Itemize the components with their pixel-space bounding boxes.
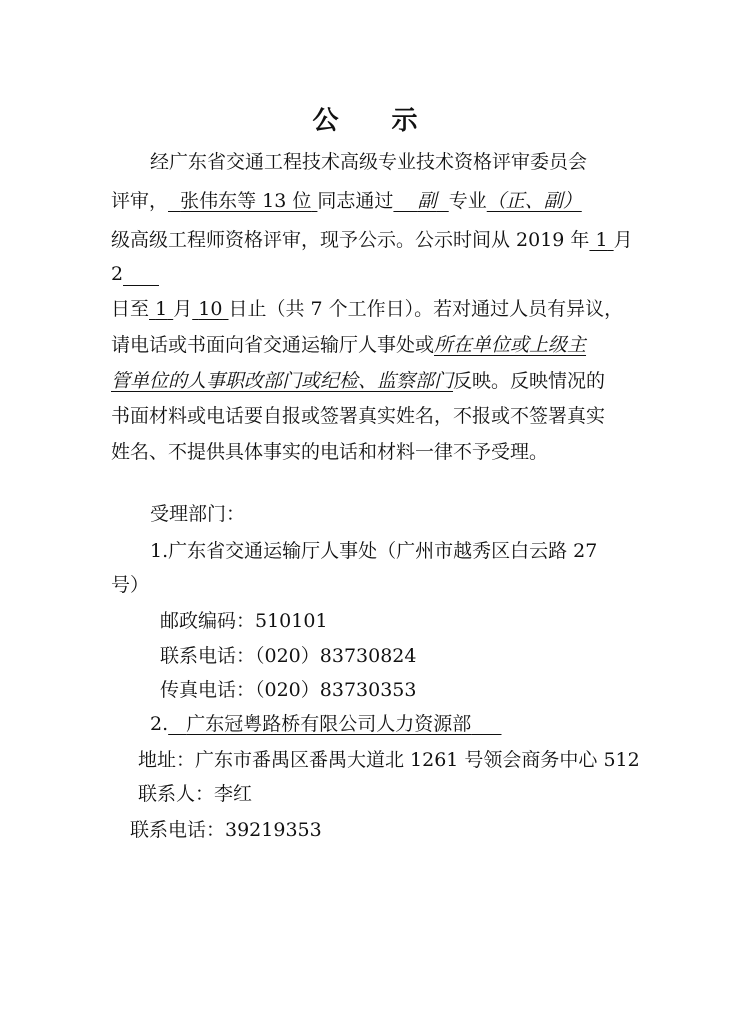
- candidate-names: 张伟东等 13 位: [180, 190, 312, 212]
- page-title: 公 示: [312, 106, 440, 136]
- end-month: 1: [155, 298, 168, 320]
- pass-label: 同志通过: [317, 190, 394, 212]
- dept-2: 2. 广东冠粤路桥有限公司人力资源部: [150, 712, 501, 736]
- fax: 传真电话：（020）83730353: [160, 679, 417, 701]
- dept-1-name: 1.广东省交通运输厅人事处（广州市越秀区白云路 27: [150, 540, 598, 562]
- paragraph-line-2: [111, 189, 582, 213]
- paragraph-line-8: 书面材料或电话要自报或签署真实姓名，不报或不签署真实: [111, 405, 606, 427]
- paragraph-line-7: 管单位的人事职改部门或纪检、监察部门反映。反映情况的: [111, 370, 606, 392]
- review-label: 评审，: [111, 190, 169, 212]
- paragraph-line-5: 日至 1 月 10 日止（共 7 个工作日）。若对通过人员有异议，: [111, 298, 624, 320]
- rank-options: （正、副）: [486, 190, 582, 212]
- rank-value: 副: [417, 190, 437, 212]
- start-month: 1: [595, 229, 608, 251]
- phone: 联系电话：（020）83730824: [160, 645, 417, 667]
- dept-2-address: 地址：广东市番禺区番禺大道北 1261 号领会商务中心 512: [138, 749, 640, 771]
- postcode: 邮政编码：510101: [160, 610, 328, 632]
- paragraph-line-6: 请电话或书面向省交通运输厅人事处或所在单位或上级主: [111, 334, 587, 356]
- departments-header: 受理部门：: [150, 503, 246, 525]
- paragraph-line-9: 姓名、不提供具体事实的电话和材料一律不予受理。: [111, 441, 549, 463]
- unit-departments: 所在单位或上级主: [434, 334, 587, 356]
- major-label: 专业: [448, 190, 487, 212]
- start-day: 2: [111, 262, 159, 286]
- supervision-departments: 管单位的人事职改部门或纪检、监察部门: [111, 370, 454, 392]
- dept-2-name: 广东冠粤路桥有限公司人力资源部: [186, 713, 472, 735]
- paragraph-line-3: 级高级工程师资格评审，现予公示。公示时间从 2019 年 1 月: [111, 229, 633, 251]
- end-day: 10: [198, 298, 223, 320]
- dept-1-name-cont: 号）: [111, 574, 150, 596]
- blank-underline: [123, 265, 159, 286]
- dept-2-phone: 联系电话：39219353: [130, 819, 322, 841]
- paragraph-line-1: 经广东省交通工程技术高级专业技术资格评审委员会: [150, 151, 588, 173]
- dept-2-contact: 联系人：李红: [138, 783, 253, 805]
